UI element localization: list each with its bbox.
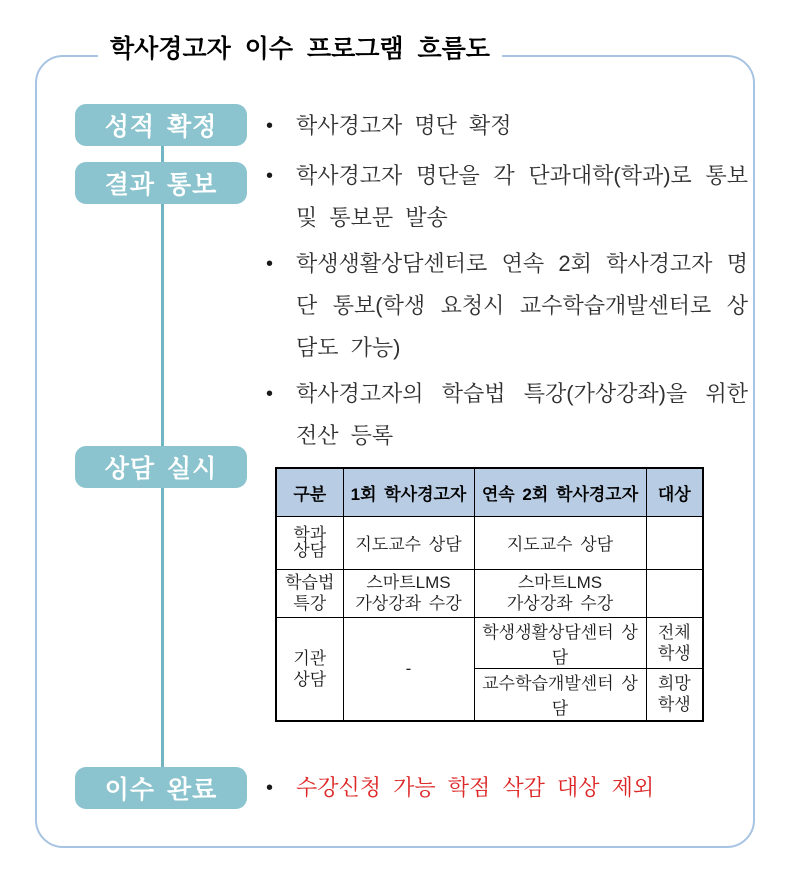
note-text: 학생생활상담센터로 연속 2회 학사경고자 명단 통보(학생 요청시 교수학습개발센터로 상담도 가능) [296, 251, 748, 360]
bullet-icon: • [266, 253, 274, 275]
cell-agency-category [276, 617, 343, 721]
flow-step-grade-confirm: 성적 확정 [75, 104, 247, 146]
bullet-item [266, 105, 748, 147]
cell-dept-category [276, 516, 343, 569]
counseling-table [275, 467, 704, 722]
bullet-item-highlight [266, 767, 748, 809]
cell-agency-second-2: 교수학습개발센터 상담 [474, 668, 646, 721]
cell-line: 가상강좌 수강 [355, 594, 462, 613]
note-text-highlight: 수강신청 가능 학점 삭감 대상 제외 [296, 775, 655, 800]
notes-grade-confirm [266, 105, 748, 151]
cell-lecture-target [646, 569, 703, 617]
cell-line: 스마트LMS [517, 573, 603, 592]
notes-result-notice [266, 155, 748, 461]
cell-dept-first: 지도교수 상담 [343, 516, 474, 569]
bullet-item [266, 155, 748, 239]
note-text: 학사경고자의 학습법 특강(가상강좌)을 위한 전산 등록 [296, 381, 748, 448]
cell-agency-target-2 [646, 668, 703, 721]
cell-dept-second: 지도교수 상담 [474, 516, 646, 569]
cell-line: 학생 [657, 695, 691, 715]
page-title: 학사경고자 이수 프로그램 흐름도 [98, 27, 502, 71]
cell-dept-target [646, 516, 703, 569]
cell-line: 학생 [657, 643, 691, 663]
bullet-item [266, 243, 748, 369]
col-header-second-warning: 연속 2회 학사경고자 [474, 468, 646, 516]
bullet-icon: • [266, 383, 274, 405]
cell-line: 상담 [293, 669, 327, 689]
bullet-item [266, 373, 748, 457]
col-header-first-warning: 1회 학사경고자 [343, 468, 474, 516]
cell-line: 기관 [293, 648, 327, 668]
table-row-agency-1 [276, 617, 703, 668]
cell-agency-first: - [343, 617, 474, 721]
cell-agency-second-1: 학생생활상담센터 상담 [474, 617, 646, 668]
cell-agency-target-1 [646, 617, 703, 668]
flow-step-counseling: 상담 실시 [75, 446, 247, 488]
cell-line: 전체 [657, 622, 691, 642]
cell-line: 학과 [293, 524, 327, 544]
cell-line: 스마트LMS [366, 573, 451, 592]
cell-lecture-second [474, 569, 646, 617]
flow-step-completion: 이수 완료 [75, 767, 247, 809]
table-header-row [276, 468, 703, 516]
cell-lecture-first [343, 569, 474, 617]
cell-lecture-category [276, 569, 343, 617]
col-header-target: 대상 [646, 468, 703, 516]
cell-line: 상담 [293, 540, 327, 560]
bullet-icon: • [266, 777, 274, 799]
cell-line: 특강 [293, 594, 327, 613]
table-row-lecture [276, 569, 703, 617]
table-row-dept [276, 516, 703, 569]
notes-completion [266, 767, 748, 813]
cell-line: 학습법 [285, 573, 335, 592]
cell-line: 희망 [657, 674, 691, 694]
col-header-category: 구분 [276, 468, 343, 516]
note-text: 학사경고자 명단 확정 [296, 113, 512, 138]
flow-step-result-notice: 결과 통보 [75, 162, 247, 204]
cell-line: 가상강좌 수강 [506, 594, 614, 613]
bullet-icon: • [266, 115, 274, 137]
note-text: 학사경고자 명단을 각 단과대학(학과)로 통보 및 통보문 발송 [296, 163, 748, 230]
bullet-icon: • [266, 165, 274, 187]
